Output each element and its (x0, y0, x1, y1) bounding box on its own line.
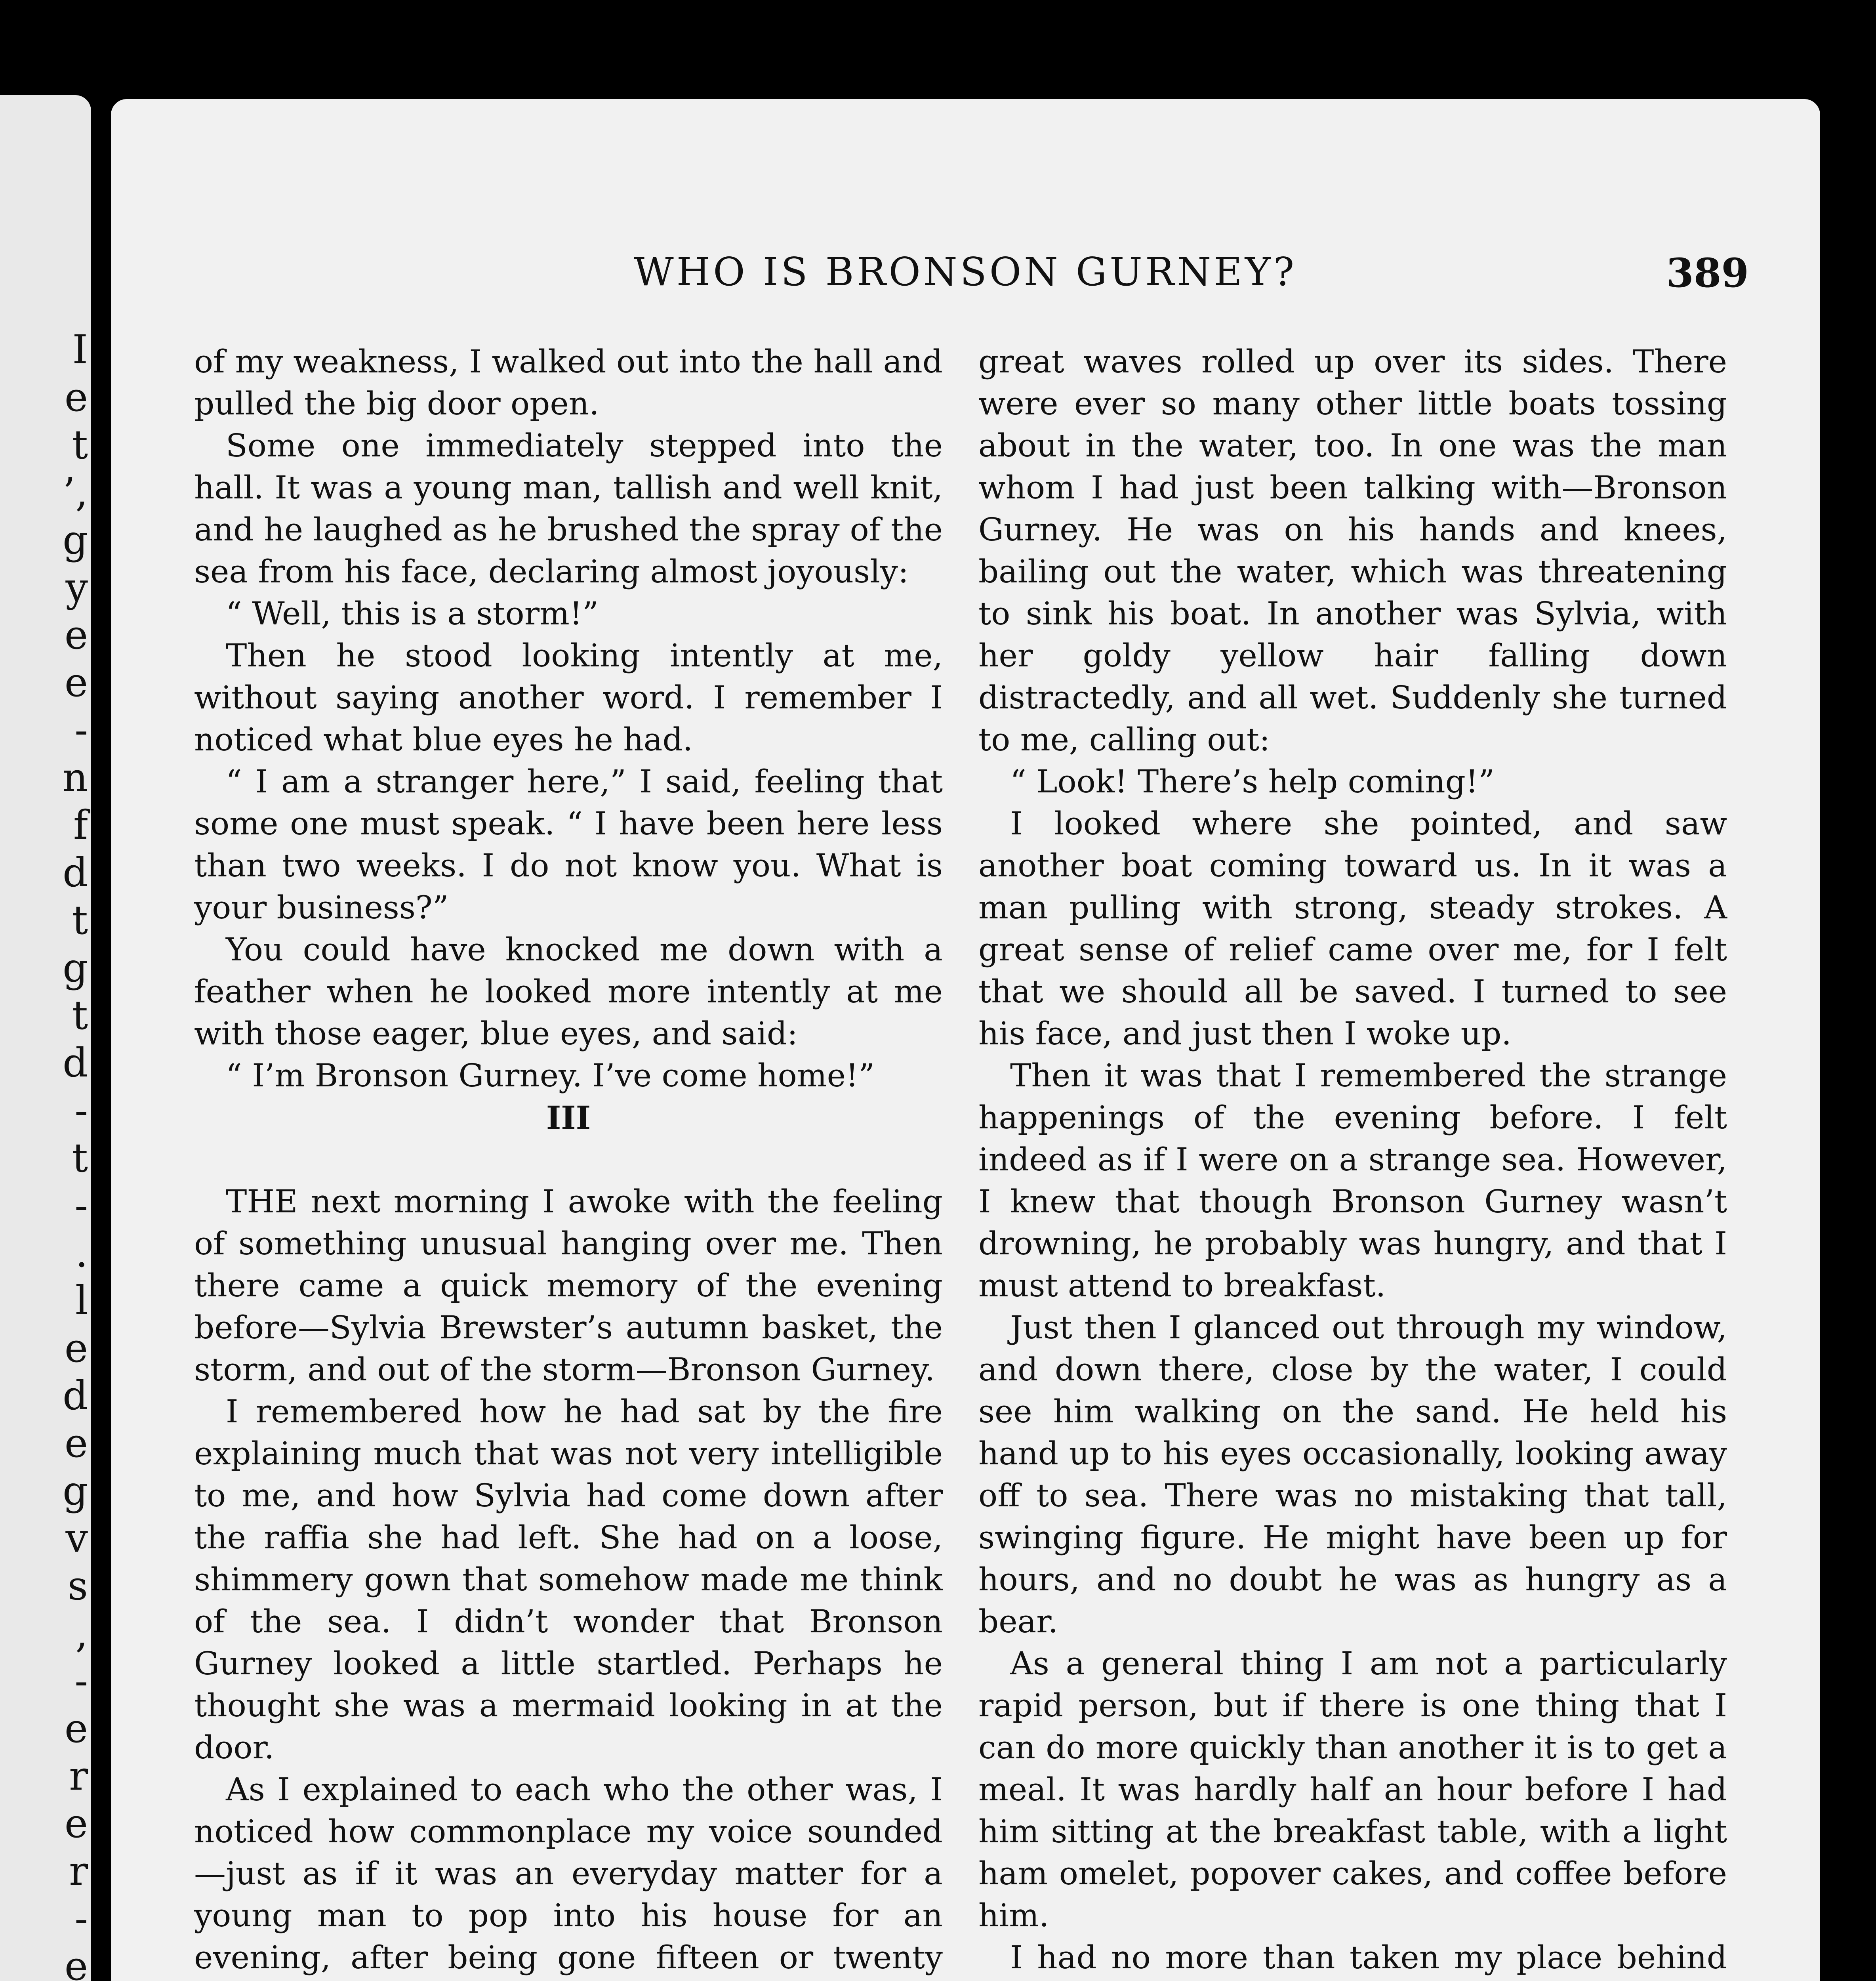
facing-page-fragment: f (73, 802, 88, 848)
facing-page-fragment: g (62, 945, 88, 991)
facing-page-fragment: t (72, 992, 88, 1038)
facing-page-fragment: s (67, 1563, 88, 1609)
facing-page-fragment: n (62, 754, 88, 801)
facing-page-fragment: I (72, 326, 88, 373)
facing-page-edge (0, 95, 91, 1981)
facing-page-fragment: - (74, 1895, 88, 1942)
paragraph: Then it was that I remembered the strange happenings of the evening before. I felt indeed as if I were on a strange sea. However, I knew that though Bronson Gurney wasn’t drowning, he probably was hungry, and that I must attend to breakfast. (978, 1057, 1727, 1304)
facing-page-fragment: . (75, 1230, 88, 1276)
paragraph: As a general thing I am not a particularly rapid person, but if there is one thing that I can do more quickly than another it is to get a meal. It was hardly half an hour before I had him sitting at the breakfast table, with a light ham omelet, popover cakes, and coffee before him. (978, 1645, 1727, 1934)
left-column (194, 341, 943, 1981)
facing-page-fragment: ’, (63, 469, 88, 515)
facing-page-fragment: y (65, 564, 88, 611)
paragraph: Some one immediately stepped into the hall. It was a young man, tallish and well knit, and he laughed as he brushed the spray of the sea from his face, declaring almost joyously: (194, 427, 943, 590)
facing-page-fragment: e (64, 1420, 88, 1466)
facing-page-fragment: t (72, 897, 88, 943)
facing-page-fragment: d (62, 1040, 88, 1086)
facing-page-fragment: r (69, 1848, 88, 1894)
paragraph: You could have knocked me down with a feather when he looked more intently at me with those eager, blue eyes, and said: (194, 931, 943, 1052)
paragraph: of my weakness, I walked out into the hall and pulled the big door open. (194, 343, 943, 422)
facing-page-fragment: e (64, 1943, 88, 1981)
facing-page-fragment: l (75, 1277, 88, 1324)
paragraph: “ I’m Bronson Gurney. I’ve come home!” (226, 1057, 875, 1094)
facing-page-fragment: g (62, 1468, 88, 1514)
page-header (634, 250, 1749, 309)
facing-page-fragment: t (72, 1135, 88, 1181)
paragraph: I remembered how he had sat by the fire explaining much that was not very intelligible to me, and how Sylvia had come down after the raffia she had left. She had on a loose, shimmery gown that somehow made me think of the sea. I didn’t wonder that Bronson Gurney looked a little startled. Perhaps he thought she was a mermaid looking in at the door. (194, 1393, 943, 1766)
book-page (111, 99, 1820, 1981)
section-heading: III (546, 1099, 591, 1136)
facing-page-fragment: e (64, 612, 88, 658)
paragraph: I had no more than taken my place behind (1010, 1939, 1727, 1976)
paragraph: great waves rolled up over its sides. There were ever so many other little boats tossing about in the water, too. In one was the man whom I had just been talking with—Bronson Gurney. He was on his hands and knees, bailing out the water, which was threatening to sink his boat. In another was Sylvia, with her goldy yellow hair falling down distractedly, and all wet. Suddenly she turned to me, calling out: (978, 343, 1727, 758)
paragraph: “ Look! There’s help coming!” (1010, 763, 1495, 800)
facing-page-fragment: d (62, 849, 88, 896)
facing-page-fragment: d (62, 1372, 88, 1419)
facing-page-fragment: , (75, 1610, 88, 1657)
paragraph: “ Well, this is a storm!” (226, 595, 599, 632)
paragraph: Just then I glanced out through my window, and down there, close by the water, I could see him walking on the sand. He held his hand up to his eyes occasionally, looking away off to sea. There was no mistaking that tall, swinging figure. He might have been up for hours, and no doubt he was as hungry as a bear. (978, 1309, 1727, 1640)
right-column (978, 341, 1727, 1981)
running-head: WHO IS BRONSON GURNEY? (634, 250, 1297, 295)
facing-page-fragment: e (64, 659, 88, 706)
facing-page-fragment: - (74, 707, 88, 753)
facing-page-fragment: t (72, 422, 88, 468)
facing-page-fragment: e (64, 1800, 88, 1847)
paragraph: As I explained to each who the other was, I noticed how commonplace my voice sounded—just as if it was an everyday matter for a young man to pop into his house for an evening, after being gone fifteen or twenty (194, 1771, 943, 1976)
facing-page-fragment: g (62, 517, 88, 563)
facing-page-fragment: - (74, 1087, 88, 1134)
facing-page-fragment: r (69, 1753, 88, 1799)
facing-page-fragment: - (74, 1182, 88, 1229)
facing-page-fragment: - (74, 1658, 88, 1704)
page-number: 389 (1666, 250, 1749, 296)
facing-page-fragment: e (64, 1325, 88, 1371)
paragraph: THE next morning I awoke with the feeling of something unusual hanging over me. Then there came a quick memory of the evening before—Sylvia Brewster’s autumn basket, the storm, and out of the storm—Bronson Gurney. (194, 1183, 943, 1388)
paragraph: Then he stood looking intently at me, without saying another word. I remember I noticed what blue eyes he had. (194, 637, 943, 758)
facing-page-fragment: v (65, 1515, 88, 1561)
paragraph: “ I am a stranger here,” I said, feeling that some one must speak. “ I have been here less than two weeks. I do not know you. What is your business?” (194, 763, 943, 926)
facing-page-fragment: e (64, 1705, 88, 1752)
paragraph: I looked where she pointed, and saw another boat coming toward us. In it was a man pulling with strong, steady strokes. A great sense of relief came over me, for I felt that we should all be saved. I turned to see his face, and just then I woke up. (978, 805, 1727, 1052)
facing-page-fragment: e (64, 374, 88, 420)
